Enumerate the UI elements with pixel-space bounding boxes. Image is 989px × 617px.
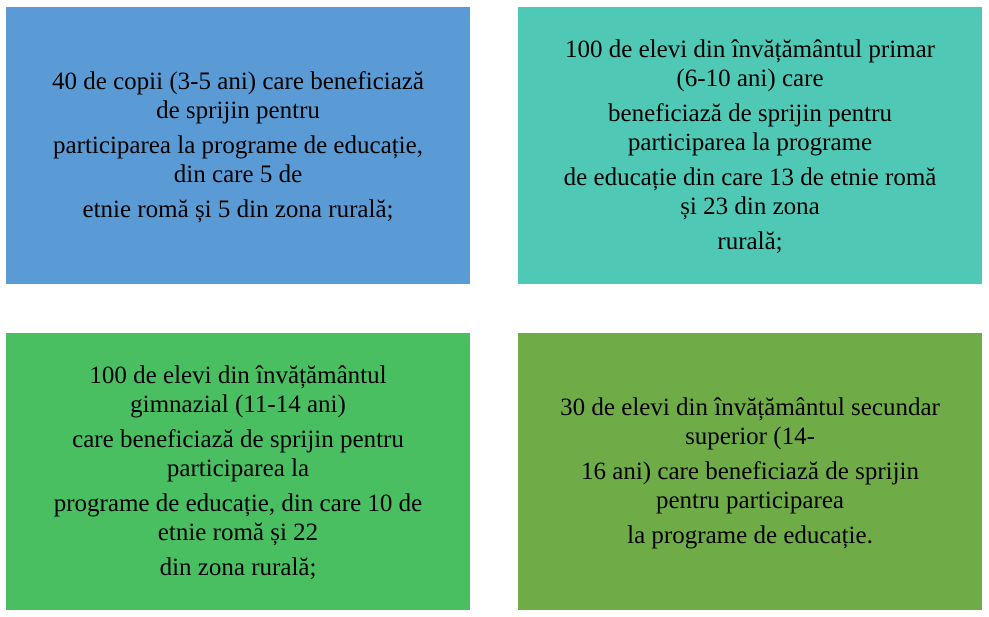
text-line: de sprijin pentru [156, 97, 320, 124]
text-line: 16 ani) care beneficiază de sprijin [580, 458, 919, 485]
text-line: participarea la programe [627, 129, 873, 156]
text-line: din care 5 de [173, 161, 303, 188]
text-line: participarea la programe de educație, [53, 132, 423, 159]
text-line: beneficiază de sprijin pentru [608, 100, 892, 127]
text-line: pentru participarea [655, 487, 845, 514]
paragraph [627, 521, 873, 550]
text-line: superior (14- [685, 423, 815, 450]
text-line: 100 de elevi din învățământul [89, 362, 387, 389]
paragraph [53, 131, 423, 189]
paragraph [160, 553, 317, 582]
paragraph [54, 489, 423, 547]
info-box-primary [518, 7, 982, 284]
text-line: participarea la [166, 455, 310, 482]
text-line: rurală; [717, 228, 783, 255]
paragraph [565, 35, 935, 93]
paragraph [581, 457, 919, 515]
text-line: de educație din care 13 de etnie romă [563, 164, 937, 191]
info-box-upper-secondary [518, 333, 982, 610]
text-line: 30 de elevi din învățământul secundar [560, 394, 940, 421]
text-line: 40 de copii (3-5 ani) care beneficiază [51, 68, 424, 95]
paragraph [717, 227, 782, 256]
text-line: etnie romă și 22 [157, 519, 319, 546]
text-line: și 23 din zona [680, 193, 820, 220]
paragraph [52, 67, 424, 125]
text-line: la programe de educație. [627, 522, 873, 549]
text-line: care beneficiază de sprijin pentru [72, 426, 404, 453]
paragraph [72, 425, 404, 483]
text-line: programe de educație, din care 10 de [53, 490, 423, 517]
paragraph [560, 393, 940, 451]
text-line: 100 de elevi din învățământul primar [564, 36, 936, 63]
text-line: din zona rurală; [159, 554, 317, 581]
info-box-preschool [6, 7, 470, 284]
paragraph [83, 195, 394, 224]
text-line: (6-10 ani) care [676, 65, 824, 92]
paragraph [564, 163, 937, 221]
text-line: etnie romă și 5 din zona rurală; [82, 196, 394, 223]
paragraph [89, 361, 386, 419]
info-box-lower-secondary [6, 333, 470, 610]
paragraph [608, 99, 892, 157]
text-line: gimnazial (11-14 ani) [130, 391, 346, 418]
